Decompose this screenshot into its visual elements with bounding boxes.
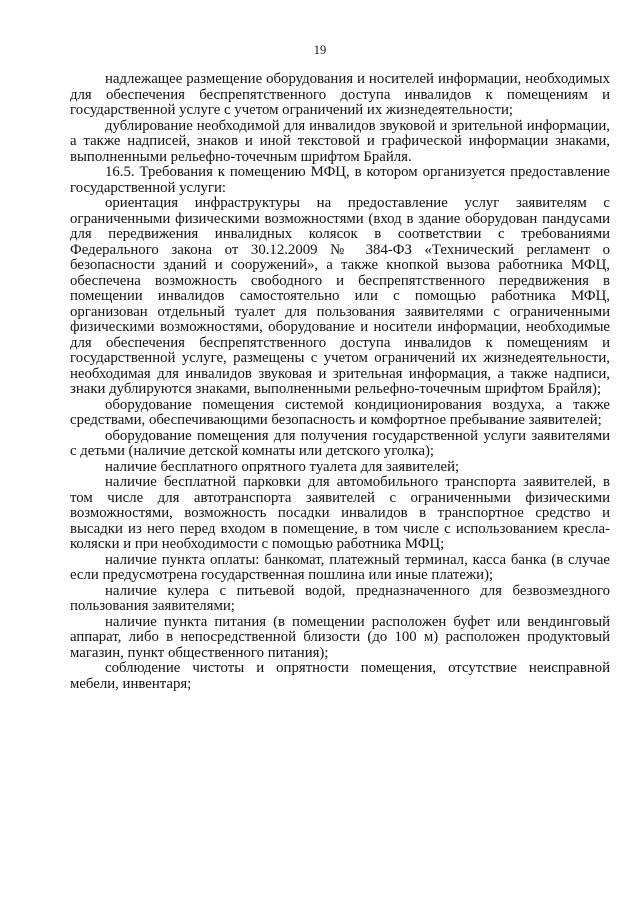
paragraph-section-16-5: 16.5. Требования к помещению МФЦ, в котором организуется предоставление государственной услуги: xyxy=(70,164,610,196)
paragraph-toilet: наличие бесплатного опрятного туалета для заявителей; xyxy=(105,458,460,475)
paragraph-braille-duplication: дублирование необходимой для инвалидов звуковой и зрительной информации, а также надписей, знаков и иной текстовой и графической информации знаками, выполненными рельефно-точечным шрифтом Брайля. xyxy=(70,117,610,165)
document-body xyxy=(70,72,610,692)
page-number: 19 xyxy=(313,43,327,57)
paragraph-water-cooler: наличие кулера с питьевой водой, предназначенного для безвозмездного пользования заявителями; xyxy=(70,582,610,614)
paragraph-accessibility-equipment: надлежащее размещение оборудования и носителей информации, необходимых для обеспечения беспрепятственного доступа инвалидов к помещениям и государственной услуге с учетом ограничений их жизнедеятельности; xyxy=(70,71,610,118)
paragraph-children-room: оборудование помещения для получения государственной услуги заявителями с детьми (наличие детской комнаты или детского уголка); xyxy=(70,427,610,459)
paragraph-parking: наличие бесплатной парковки для автомобильного транспорта заявителей, в том числе для автотранспорта заявителей с ограниченными физическими возможностями, возможность посадки инвалидов в транспортное средство и высадки из него перед входом в помещение, в том числе с использованием кресла-коляски и при необходимости с помощью работника МФЦ; xyxy=(70,474,610,552)
paragraph-cleanliness: соблюдение чистоты и опрятности помещения, отсутствие неисправной мебели, инвентаря; xyxy=(70,660,610,692)
paragraph-food-point: наличие пункта питания (в помещении расположен буфет или вендинговый аппарат, либо в непосредственной близости (до 100 м) расположен продуктовый магазин, пункт общественного питания); xyxy=(70,613,610,661)
paragraph-infrastructure: ориентация инфраструктуры на предоставление услуг заявителям с ограниченными физическими возможностями (вход в здание оборудован пандусами для передвижения инвалидных колясок в соответствии с требованиями Федерального закона от 30.12.2009 № 384-ФЗ «Технический регламент о безопасности зданий и сооружений», а также кнопкой вызова работника МФЦ, обеспечена возможность свободного и беспрепятственного передвижения в помещении инвалидов самостоятельно или с помощью работника МФЦ, организован отдельный туалет для пользования заявителями с ограниченными физическими возможностями, оборудование и носители информации, необходимые для обеспечения беспрепятственного доступа инвалидов к помещениям и государственной услуге, размещены с учетом ограничений их жизнедеятельности, необходимая для инвалидов звуковая и зрительная информация, а также надписи, знаки дублируются знаками, выполненными рельефно-точечным шрифтом Брайля); xyxy=(70,195,610,397)
paragraph-payment-point: наличие пункта оплаты: банкомат, платежный терминал, касса банка (в случае если предусмотрена государственная пошлина или иные платежи); xyxy=(70,551,610,583)
paragraph-air-conditioning: оборудование помещения системой кондиционирования воздуха, а также средствами, обеспечивающими безопасность и комфортное пребывание заявителей; xyxy=(70,396,610,428)
